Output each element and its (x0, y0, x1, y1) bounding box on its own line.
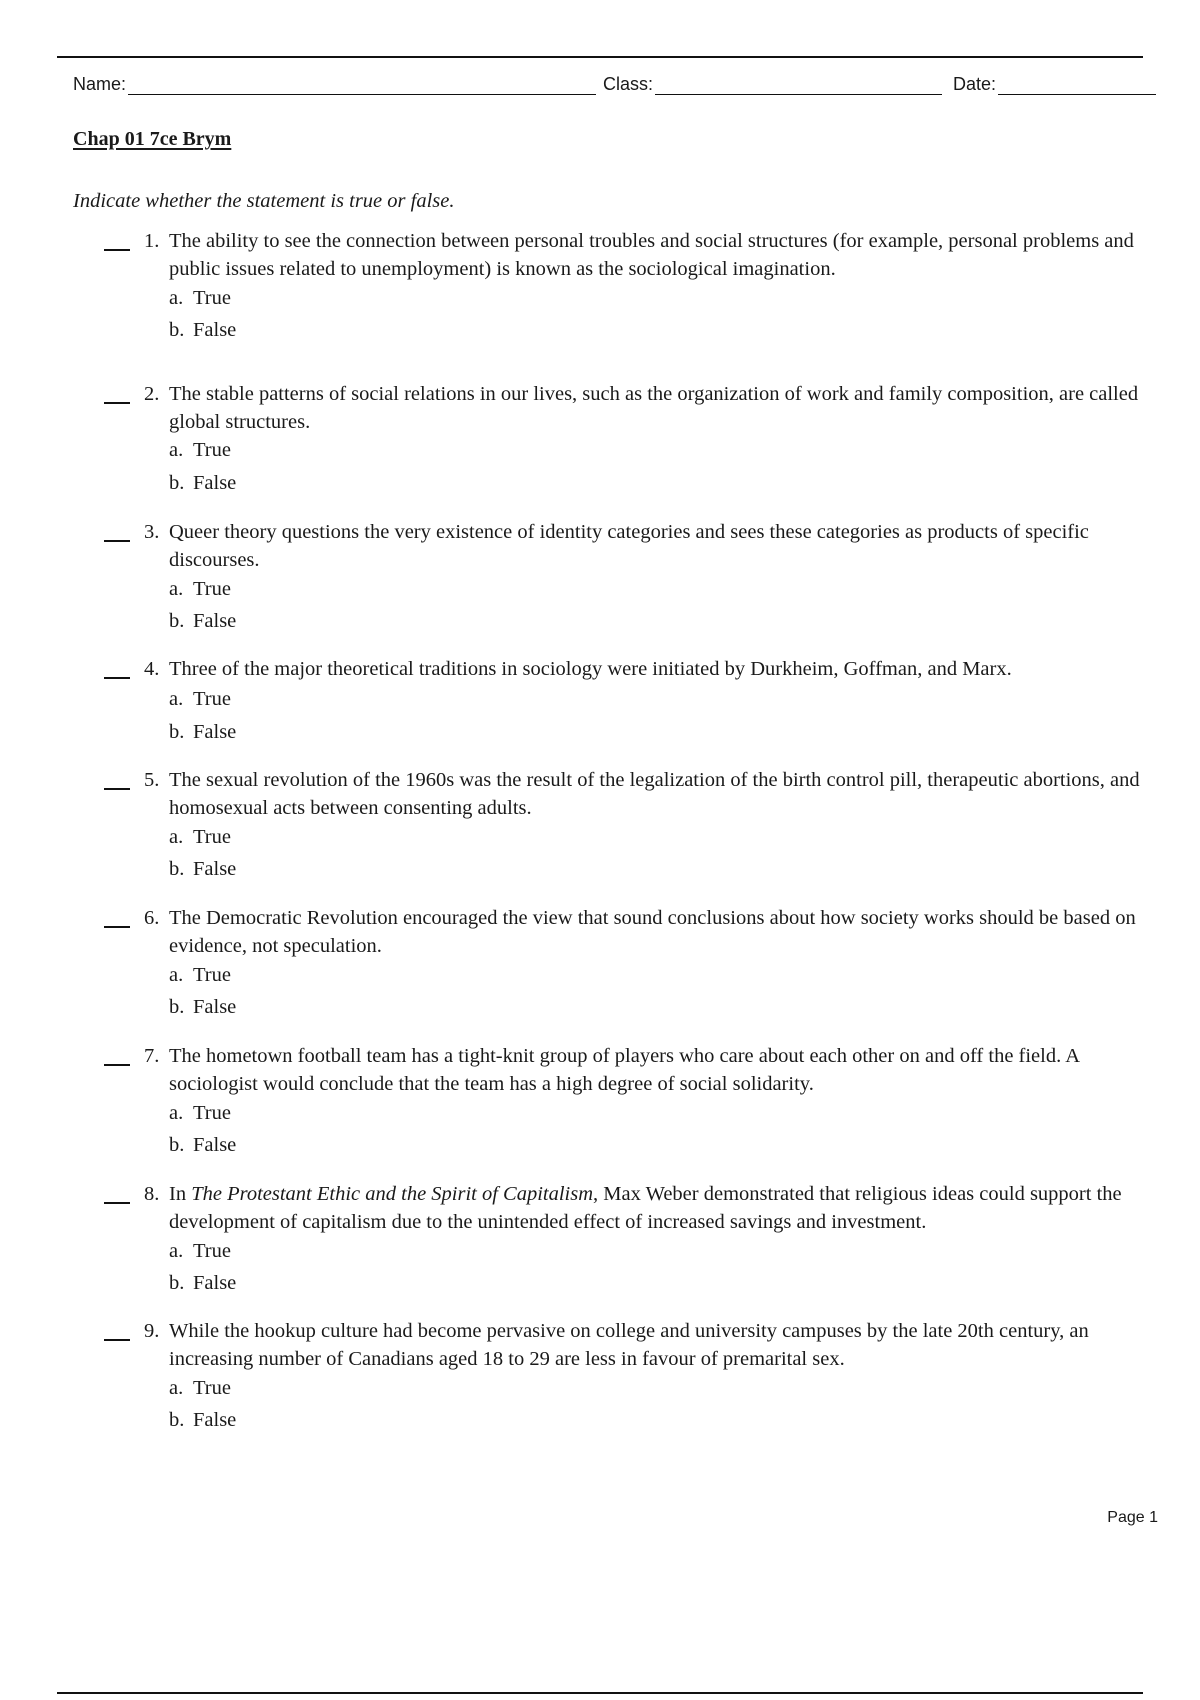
choice-true[interactable] (169, 823, 231, 851)
choice-label: a. (169, 287, 184, 309)
choice-false[interactable] (169, 718, 236, 746)
question-number: 3. (144, 521, 160, 543)
choice-text: True (193, 578, 231, 600)
date-input-line[interactable] (998, 72, 1156, 95)
choice-true[interactable] (169, 284, 231, 312)
choice-label: b. (169, 610, 185, 632)
choice-label: a. (169, 578, 184, 600)
question-text (169, 1180, 1159, 1236)
choice-text: False (193, 1134, 237, 1156)
choice-false[interactable] (169, 469, 236, 497)
question-text-after: , Max Weber demonstrated that religious ideas could support the development of capitalism due to the unintended effect of increased savings and investment. (169, 1183, 1122, 1233)
choice-text: False (193, 996, 237, 1018)
choice-false[interactable] (169, 855, 236, 883)
question-number: 2. (144, 383, 160, 405)
class-label: Class: (603, 74, 654, 94)
choice-false[interactable] (169, 1406, 236, 1434)
book-title: The Protestant Ethic and the Spirit of Capitalism (191, 1183, 594, 1205)
choice-text: True (193, 1377, 231, 1399)
answer-blank[interactable] (104, 1064, 130, 1066)
answer-blank[interactable] (104, 788, 130, 790)
question-number: 7. (144, 1045, 160, 1067)
choice-true[interactable] (169, 1374, 231, 1402)
choice-text: True (193, 826, 231, 848)
class-input-line[interactable] (655, 72, 942, 95)
choice-label: b. (169, 721, 185, 743)
choice-label: b. (169, 472, 185, 494)
choice-label: b. (169, 1272, 185, 1294)
name-field (73, 72, 596, 95)
question-text: The sexual revolution of the 1960s was the result of the legalization of the birth control pill, therapeutic abortions, and homosexual acts between consenting adults. (169, 769, 1140, 819)
student-info-header (73, 72, 1158, 102)
choice-false[interactable] (169, 316, 236, 344)
question-text-before: In (169, 1183, 192, 1205)
question-text: The Democratic Revolution encouraged the view that sound conclusions about how society works should be based on evidence, not speculation. (169, 907, 1136, 957)
class-field (603, 72, 942, 95)
choice-label: b. (169, 996, 185, 1018)
choice-text: False (193, 721, 237, 743)
question-number: 9. (144, 1320, 160, 1342)
question-text: The ability to see the connection between personal troubles and social structures (for example, personal problems and public issues related to unemployment) is known as the sociological imagination. (169, 230, 1134, 280)
choice-false[interactable] (169, 993, 236, 1021)
choice-text: False (193, 319, 237, 341)
choice-true[interactable] (169, 685, 231, 713)
choice-text: False (193, 1409, 237, 1431)
answer-blank[interactable] (104, 402, 130, 404)
choice-text: False (193, 472, 237, 494)
choice-false[interactable] (169, 1269, 236, 1297)
choice-true[interactable] (169, 1237, 231, 1265)
answer-blank[interactable] (104, 1202, 130, 1204)
question-text: While the hookup culture had become pervasive on college and university campuses by the late 20th century, an increasing number of Canadians aged 18 to 29 are less in favour of premarital sex. (169, 1320, 1089, 1370)
question-number: 4. (144, 658, 160, 680)
choice-text: True (193, 1102, 231, 1124)
choice-text: True (193, 688, 231, 710)
choice-text: False (193, 1272, 237, 1294)
choice-label: b. (169, 1409, 185, 1431)
answer-blank[interactable] (104, 677, 130, 679)
answer-blank[interactable] (104, 249, 130, 251)
name-label: Name: (73, 74, 127, 94)
date-field (953, 72, 1156, 95)
choice-label: a. (169, 1240, 184, 1262)
choice-text: True (193, 287, 231, 309)
choice-true[interactable] (169, 1099, 231, 1127)
answer-blank[interactable] (104, 540, 130, 542)
choice-false[interactable] (169, 607, 236, 635)
choice-label: b. (169, 319, 185, 341)
choice-text: True (193, 1240, 231, 1262)
question-number: 5. (144, 769, 160, 791)
page-number: Page 1 (1107, 1509, 1158, 1526)
answer-blank[interactable] (104, 1339, 130, 1341)
choice-label: a. (169, 964, 184, 986)
question-number: 1. (144, 230, 160, 252)
choice-true[interactable] (169, 575, 231, 603)
choice-text: True (193, 439, 231, 461)
answer-blank[interactable] (104, 926, 130, 928)
question-text: The hometown football team has a tight-knit group of players who care about each other on and off the field. A sociologist would conclude that the team has a high degree of social solidarity. (169, 1045, 1079, 1095)
choice-label: a. (169, 826, 184, 848)
top-rule (57, 56, 1143, 58)
instructions: Indicate whether the statement is true or false. (73, 190, 455, 212)
choice-true[interactable] (169, 436, 231, 464)
question-text: Three of the major theoretical traditions in sociology were initiated by Durkheim, Goffman, and Marx. (169, 658, 1012, 680)
choice-label: a. (169, 1377, 184, 1399)
document-title: Chap 01 7ce Brym (73, 128, 232, 150)
question-text: The stable patterns of social relations in our lives, such as the organization of work and family composition, are called global structures. (169, 383, 1139, 433)
choice-text: False (193, 858, 237, 880)
choice-label: b. (169, 858, 185, 880)
choice-text: True (193, 964, 231, 986)
name-input-line[interactable] (128, 72, 596, 95)
choice-label: b. (169, 1134, 185, 1156)
question-text: Queer theory questions the very existence of identity categories and sees these categories as products of specific discourses. (169, 521, 1089, 571)
choice-label: a. (169, 439, 184, 461)
date-label: Date: (953, 74, 997, 94)
question-number: 6. (144, 907, 160, 929)
choice-true[interactable] (169, 961, 231, 989)
choice-false[interactable] (169, 1131, 236, 1159)
bottom-rule (57, 1692, 1143, 1694)
choice-label: a. (169, 1102, 184, 1124)
choice-text: False (193, 610, 237, 632)
question-number: 8. (144, 1183, 160, 1205)
choice-label: a. (169, 688, 184, 710)
